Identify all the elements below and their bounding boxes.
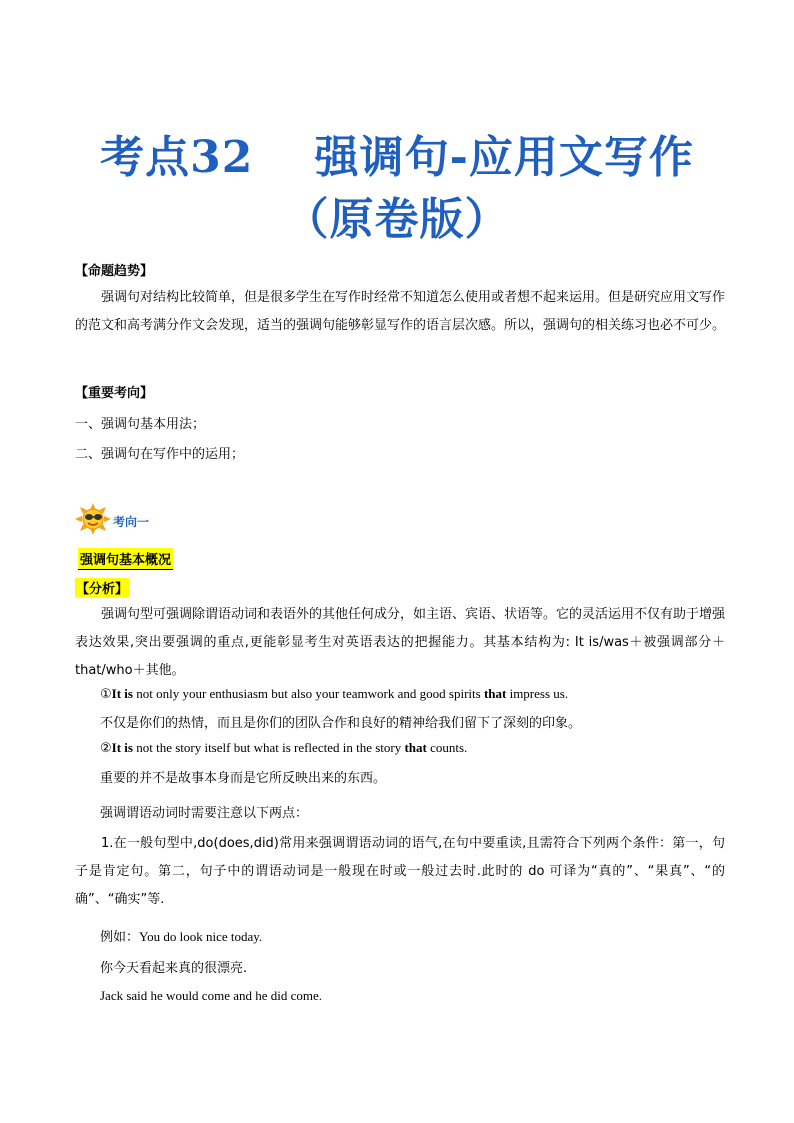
sun-with-sunglasses-icon — [73, 502, 113, 536]
example-1-middle: not only your enthusiasm but also your teamwork and good spirits — [132, 686, 484, 701]
example-3-sentence: You do look nice today. — [139, 929, 263, 944]
example-1-bold-that: that — [483, 686, 507, 701]
direction-item-2: 二、强调句在写作中的运用； — [75, 447, 245, 462]
example-3-en — [100, 926, 262, 945]
example-3-cn: 你今天看起来真的很漂亮. — [100, 961, 248, 976]
example-2-end: counts. — [426, 740, 468, 755]
trend-heading: 【命题趋势】 — [75, 264, 154, 279]
section-subtitle: 强调句基本概况 — [78, 548, 173, 570]
example-2-bold-that: that — [404, 740, 427, 755]
direction-item-1: 一、强调句基本用法； — [75, 417, 206, 432]
analysis-heading: 【分析】 — [75, 578, 129, 597]
example-2-en — [100, 740, 467, 756]
example-1-bold-it-is: It is — [111, 686, 133, 701]
verb-emphasis-point-1: 1.在一般句型中,do(does,did)常用来强调谓语动词的语气,在句中要重读,且需符合下列两个条件：第一，句子是肯定句。第二，句子中的谓语动词是一般现在时或一般过去时.此时的 do 可译为“真的”、“果真”、“的确”、“确实”等. — [75, 836, 725, 907]
verb-emphasis-intro: 强调谓语动词时需要注意以下两点： — [100, 806, 309, 821]
page-title: 考点32 强调句-应用文写作 — [100, 132, 694, 183]
example-1-end: impress us. — [506, 686, 569, 701]
example-1-number: ① — [100, 687, 112, 702]
example-1-en — [100, 686, 568, 702]
example-2-cn: 重要的并不是故事本身而是它所反映出来的东西。 — [100, 771, 387, 786]
example-1-cn: 不仅是你们的热情，而且是你们的团队合作和良好的精神给我们留下了深刻的印象。 — [100, 716, 582, 731]
example-label: 例如： — [100, 930, 140, 945]
example-4-en: Jack said he would come and he did come. — [100, 988, 323, 1003]
trend-text: 强调句对结构比较简单，但是很多学生在写作时经常不知道怎么使用或者想不起来运用。但是研究应用文写作的范文和高考满分作文会发现，适当的强调句能够彰显写作的语言层次感。所以，强调句的相关练习也必不可少。 — [75, 290, 726, 333]
example-2-number: ② — [100, 741, 112, 756]
example-2-middle: not the story itself but what is reflected in the story — [132, 740, 405, 755]
analysis-text: 强调句型可强调除谓语动词和表语外的其他任何成分，如主语、宾语、状语等。它的灵活运用不仅有助于增强表达效果,突出要强调的重点,更能彰显考生对英语表达的把握能力。其基本结构为: It is/was＋被强调部分＋that/who＋其他。 — [75, 607, 726, 678]
page-subtitle: （原卷版） — [284, 194, 510, 245]
directions-heading: 【重要考向】 — [75, 386, 154, 401]
kaoxiang-label: 考向一 — [113, 515, 150, 529]
example-2-bold-it-is: It is — [111, 740, 133, 755]
